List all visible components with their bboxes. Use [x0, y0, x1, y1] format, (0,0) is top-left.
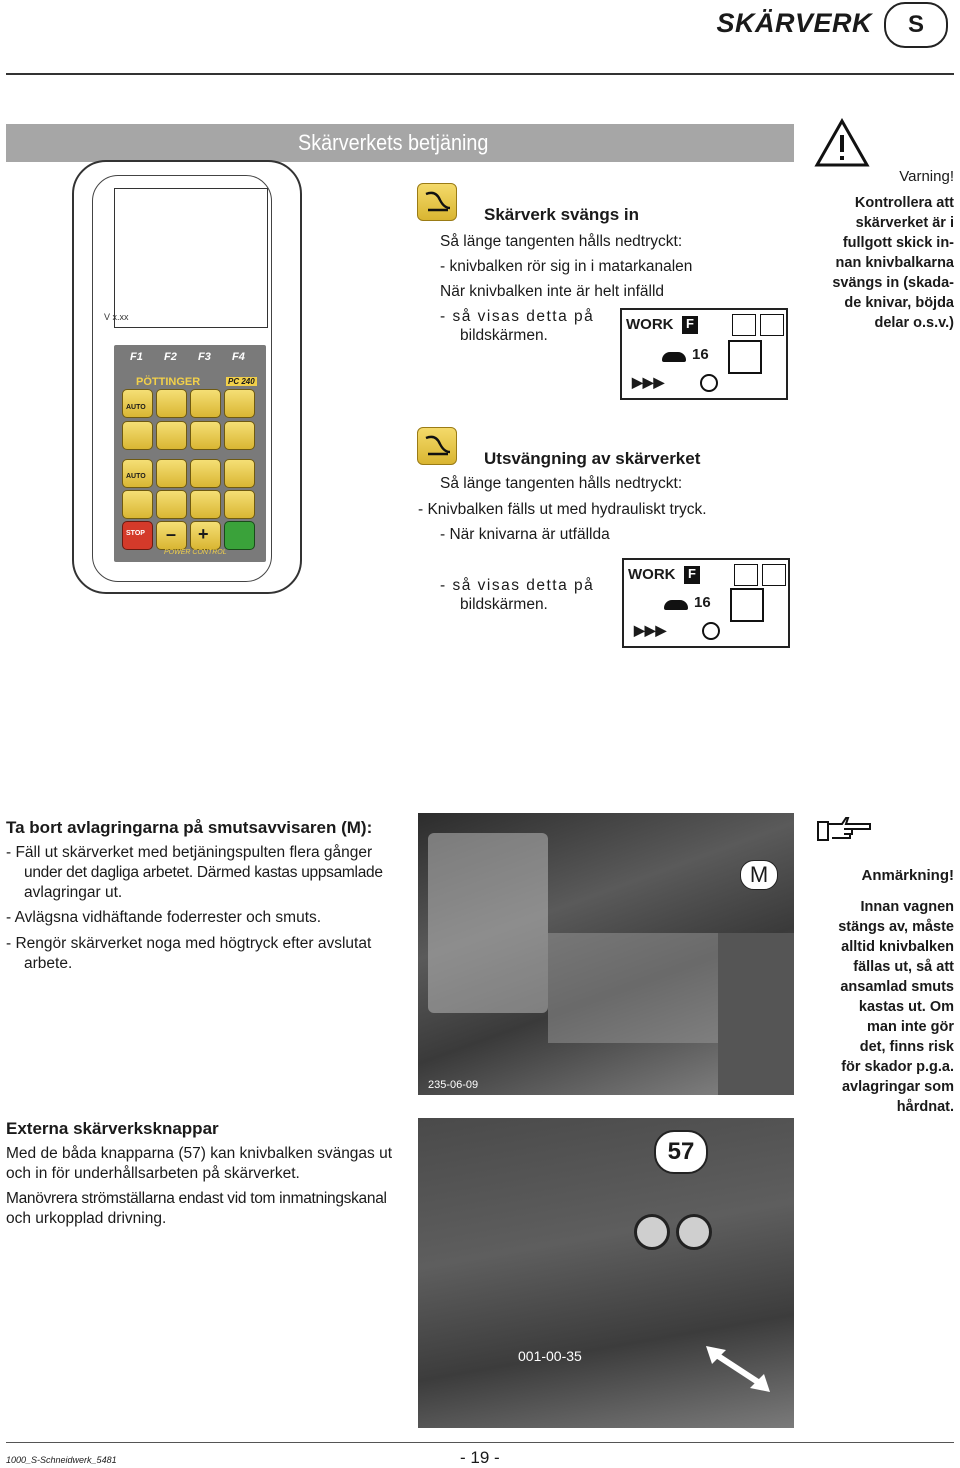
- warning-line: Kontrollera att: [854, 195, 954, 211]
- label-57: 57: [654, 1130, 708, 1174]
- section4-line: Med de båda knapparna (57) kan knivbalken svängas ut: [6, 1145, 393, 1162]
- section3-line: under det dagliga arbetet. Därmed kastas uppsamlade: [24, 864, 383, 881]
- section3-line: - Rengör skärverket noga med högtryck efter avslutat: [6, 935, 372, 952]
- note-line: Innan vagnen: [860, 899, 954, 915]
- section2-heading: Utsvängning av skärverket: [484, 449, 701, 468]
- fkey-2: F2: [164, 351, 177, 363]
- section-badge: S: [884, 2, 948, 48]
- external-button-left: [634, 1214, 670, 1250]
- section4-line: och in för underhållsarbeten på skärverket.: [6, 1165, 300, 1182]
- note-line: stängs av, måste: [838, 919, 954, 935]
- note-line: för skador p.g.a.: [841, 1059, 954, 1075]
- section2-line: - så visas detta på: [440, 577, 595, 594]
- auto-label-1: AUTO: [126, 404, 146, 411]
- cutter-unit-photo: [418, 813, 794, 1095]
- display-screen-2: [622, 558, 790, 648]
- section2-line: - När knivarna är utfällda: [440, 526, 610, 543]
- warning-line: svängs in (skada-: [832, 275, 954, 291]
- knife-status-icon: [730, 588, 764, 622]
- stop-label: STOP: [126, 530, 145, 537]
- section3-line: - Avlägsna vidhäftande foderrester och smuts.: [6, 909, 322, 926]
- section3-line: - Fäll ut skärverket med betjäningspulten flera gånger: [6, 844, 373, 861]
- screen-count: 16: [694, 594, 711, 611]
- double-arrow-icon: [704, 1344, 774, 1399]
- screen-work-label: WORK: [626, 316, 674, 333]
- section4-line: och urkopplad drivning.: [6, 1210, 167, 1227]
- screen-f-label: F: [682, 316, 698, 334]
- note-title: Anmärkning!: [861, 867, 954, 884]
- section4-line: Manövrera strömställarna endast vid tom inmatningskanal: [6, 1190, 387, 1207]
- display-screen-1: [620, 308, 788, 400]
- pickup-in-key-icon: [417, 183, 457, 221]
- footer-doc-id: 1000_S-Schneidwerk_5481: [6, 1455, 117, 1465]
- section1-line: bildskärmen.: [460, 327, 548, 344]
- pickup-out-key-icon: [417, 427, 457, 465]
- section1-line: När knivbalken inte är helt infälld: [440, 283, 665, 300]
- header-rule: [6, 73, 954, 75]
- pointing-hand-icon: [816, 814, 874, 851]
- note-line: alltid knivbalken: [841, 939, 954, 955]
- warning-line: de knivar, böjda: [844, 295, 954, 311]
- plus-label: +: [198, 524, 209, 544]
- screen-work-label: WORK: [628, 566, 676, 583]
- label-m: M: [740, 860, 778, 890]
- rotor-icon: [702, 622, 720, 640]
- section1-line: - så visas detta på: [440, 308, 595, 325]
- page-number: - 19 -: [460, 1448, 500, 1467]
- forward-arrows-icon: ▶▶▶: [634, 622, 667, 638]
- section1-line: - knivbalken rör sig in i matarkanalen: [440, 258, 693, 275]
- section3-line: avlagringar ut.: [24, 884, 123, 901]
- warning-line: fullgott skick in-: [842, 235, 954, 251]
- photo1-code: 235-06-09: [428, 1079, 479, 1091]
- warning-triangle-icon: [814, 118, 870, 173]
- note-line: hårdnat.: [896, 1099, 954, 1115]
- note-line: fällas ut, så att: [853, 959, 954, 975]
- external-button-right: [676, 1214, 712, 1250]
- drawbar-icon: [760, 314, 784, 336]
- auto-label-2: AUTO: [126, 473, 146, 480]
- screen-f-label: F: [684, 566, 700, 584]
- warning-line: skärverket är i: [855, 215, 954, 231]
- section4-heading: Externa skärverksknappar: [6, 1119, 219, 1138]
- note-line: det, finns risk: [859, 1039, 954, 1055]
- section2-line: Så länge tangenten hålls nedtryckt:: [440, 475, 683, 492]
- photo2-code: 001-00-35: [518, 1348, 582, 1364]
- section1-heading: Skärverk svängs in: [484, 205, 639, 224]
- minus-label: –: [166, 524, 177, 544]
- controller-model: PC 240: [228, 377, 255, 386]
- controller-version: V x.xx: [104, 312, 129, 322]
- knife-off-icon: [734, 564, 758, 586]
- screen-count: 16: [692, 346, 709, 363]
- warning-line: delar o.s.v.): [874, 315, 954, 331]
- turtle-icon: [664, 600, 688, 610]
- warning-title: Varning!: [899, 168, 954, 185]
- footer-rule: [6, 1442, 954, 1443]
- controller-brand: PÖTTINGER: [136, 376, 201, 388]
- note-line: ansamlad smuts: [840, 979, 954, 995]
- knife-status-icon: [728, 340, 762, 374]
- band-title: Skärverkets betjäning: [298, 130, 489, 155]
- fkey-1: F1: [130, 351, 143, 363]
- note-line: man inte gör: [866, 1019, 954, 1035]
- section2-line: bildskärmen.: [460, 596, 548, 613]
- note-line: avlagringar som: [841, 1079, 954, 1095]
- drawbar-icon: [762, 564, 786, 586]
- forward-arrows-icon: ▶▶▶: [632, 374, 665, 390]
- page-header-title: SKÄRVERK: [716, 8, 872, 38]
- section3-heading: Ta bort avlagringarna på smutsavvisaren (M):: [6, 818, 373, 837]
- fkey-4: F4: [232, 351, 245, 363]
- section3-line: arbete.: [24, 955, 73, 972]
- section1-line: Så länge tangenten hålls nedtryckt:: [440, 233, 683, 250]
- controller-display: [114, 188, 268, 328]
- rotor-icon: [700, 374, 718, 392]
- external-buttons-photo: [418, 1118, 794, 1428]
- knife-off-icon: [732, 314, 756, 336]
- warning-line: nan knivbalkarna: [835, 255, 954, 271]
- fkey-3: F3: [198, 351, 211, 363]
- note-line: kastas ut. Om: [858, 999, 954, 1015]
- controller-footer: POWER CONTROL: [164, 549, 227, 556]
- turtle-icon: [662, 352, 686, 362]
- section2-line: - Knivbalken fälls ut med hydrauliskt tryck.: [418, 501, 707, 518]
